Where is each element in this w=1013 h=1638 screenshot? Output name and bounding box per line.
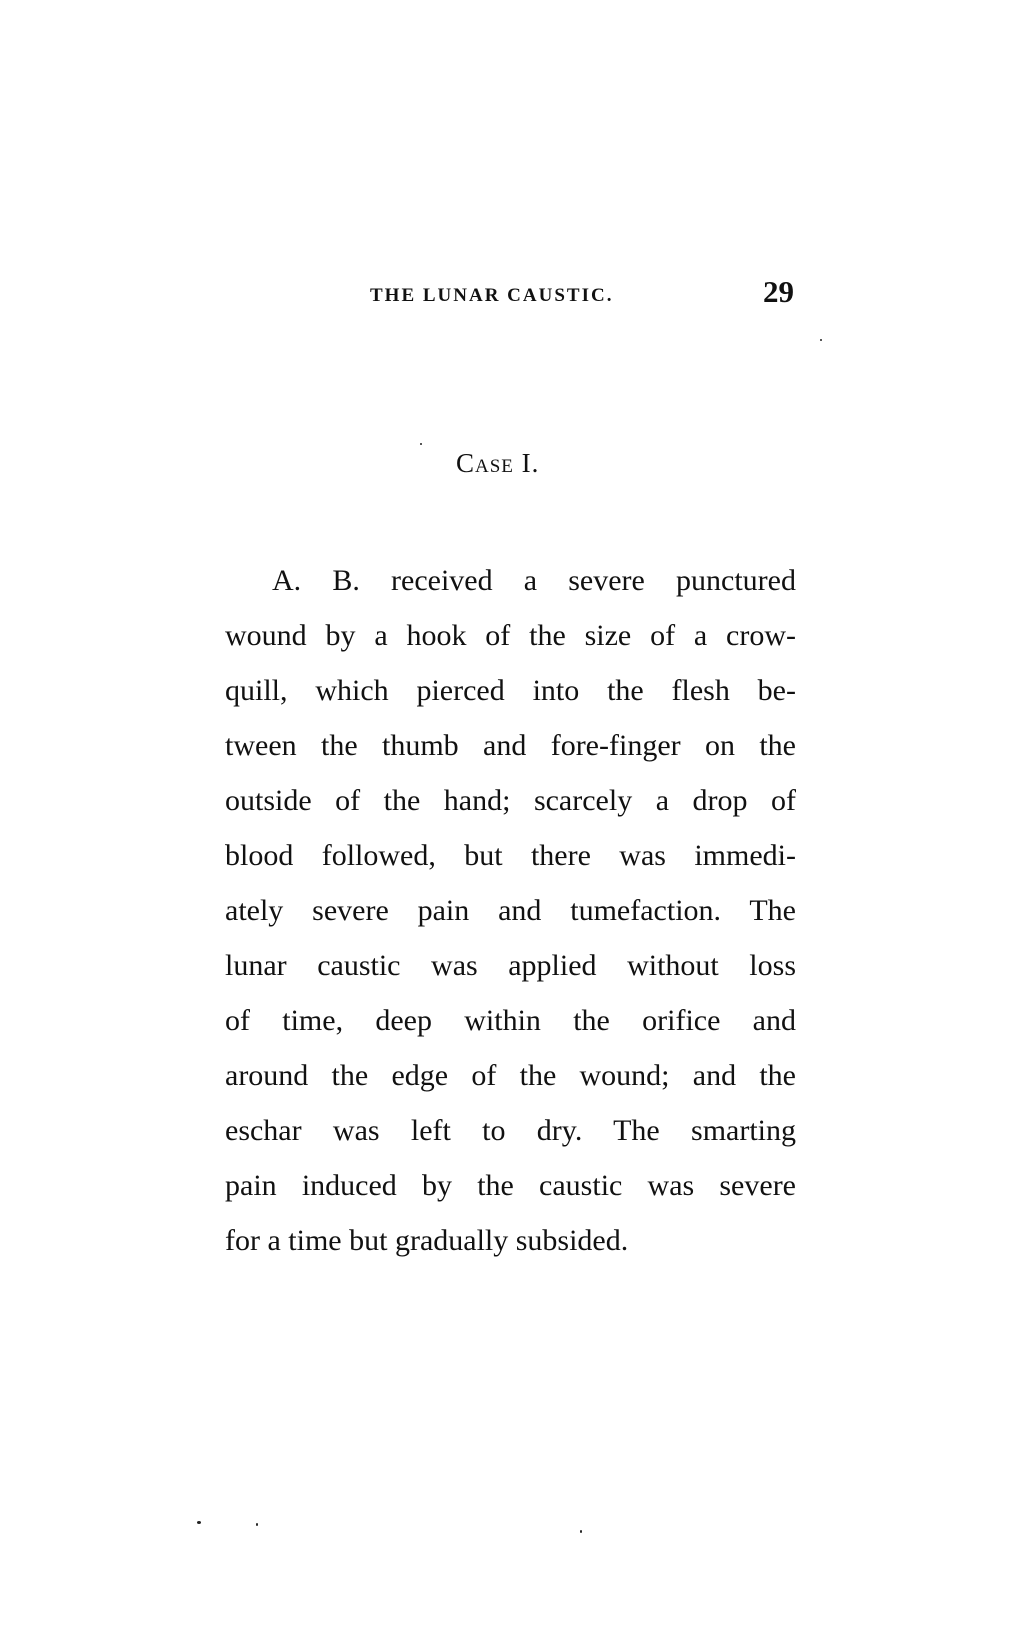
paragraph-line: around the edge of the wound; and the: [225, 1059, 796, 1092]
paragraph-line: ately severe pain and tumefaction. The: [225, 894, 796, 927]
paragraph-line: tween the thumb and fore-finger on the: [225, 729, 796, 762]
paragraph-line: outside of the hand; scarcely a drop of: [225, 784, 796, 817]
case-heading-word: Case: [456, 448, 514, 478]
scan-speck: [820, 339, 822, 341]
paragraph-line: quill, which pierced into the flesh be-: [225, 674, 796, 707]
case-heading: [456, 448, 539, 479]
scan-speck: [197, 1521, 201, 1524]
paragraph-line: of time, deep within the orifice and: [225, 1004, 796, 1037]
paragraph-line: A. B. received a severe punctured: [272, 564, 796, 597]
case-paragraph: [225, 553, 796, 1268]
scan-speck: [256, 1523, 258, 1526]
paragraph-line: for a time but gradually subsided.: [225, 1224, 629, 1257]
running-title: THE LUNAR CAUSTIC.: [370, 285, 614, 306]
paragraph-line: lunar caustic was applied without loss: [225, 949, 796, 982]
scan-speck: [580, 1530, 582, 1533]
scan-speck: [420, 443, 422, 445]
case-heading-numeral: I.: [521, 448, 540, 478]
paragraph-line: wound by a hook of the size of a crow-: [225, 619, 796, 652]
paragraph-line: eschar was left to dry. The smarting: [225, 1114, 796, 1147]
paragraph-line: pain induced by the caustic was severe: [225, 1169, 796, 1202]
page-number: 29: [763, 274, 794, 309]
paragraph-line: blood followed, but there was immedi-: [225, 839, 796, 872]
